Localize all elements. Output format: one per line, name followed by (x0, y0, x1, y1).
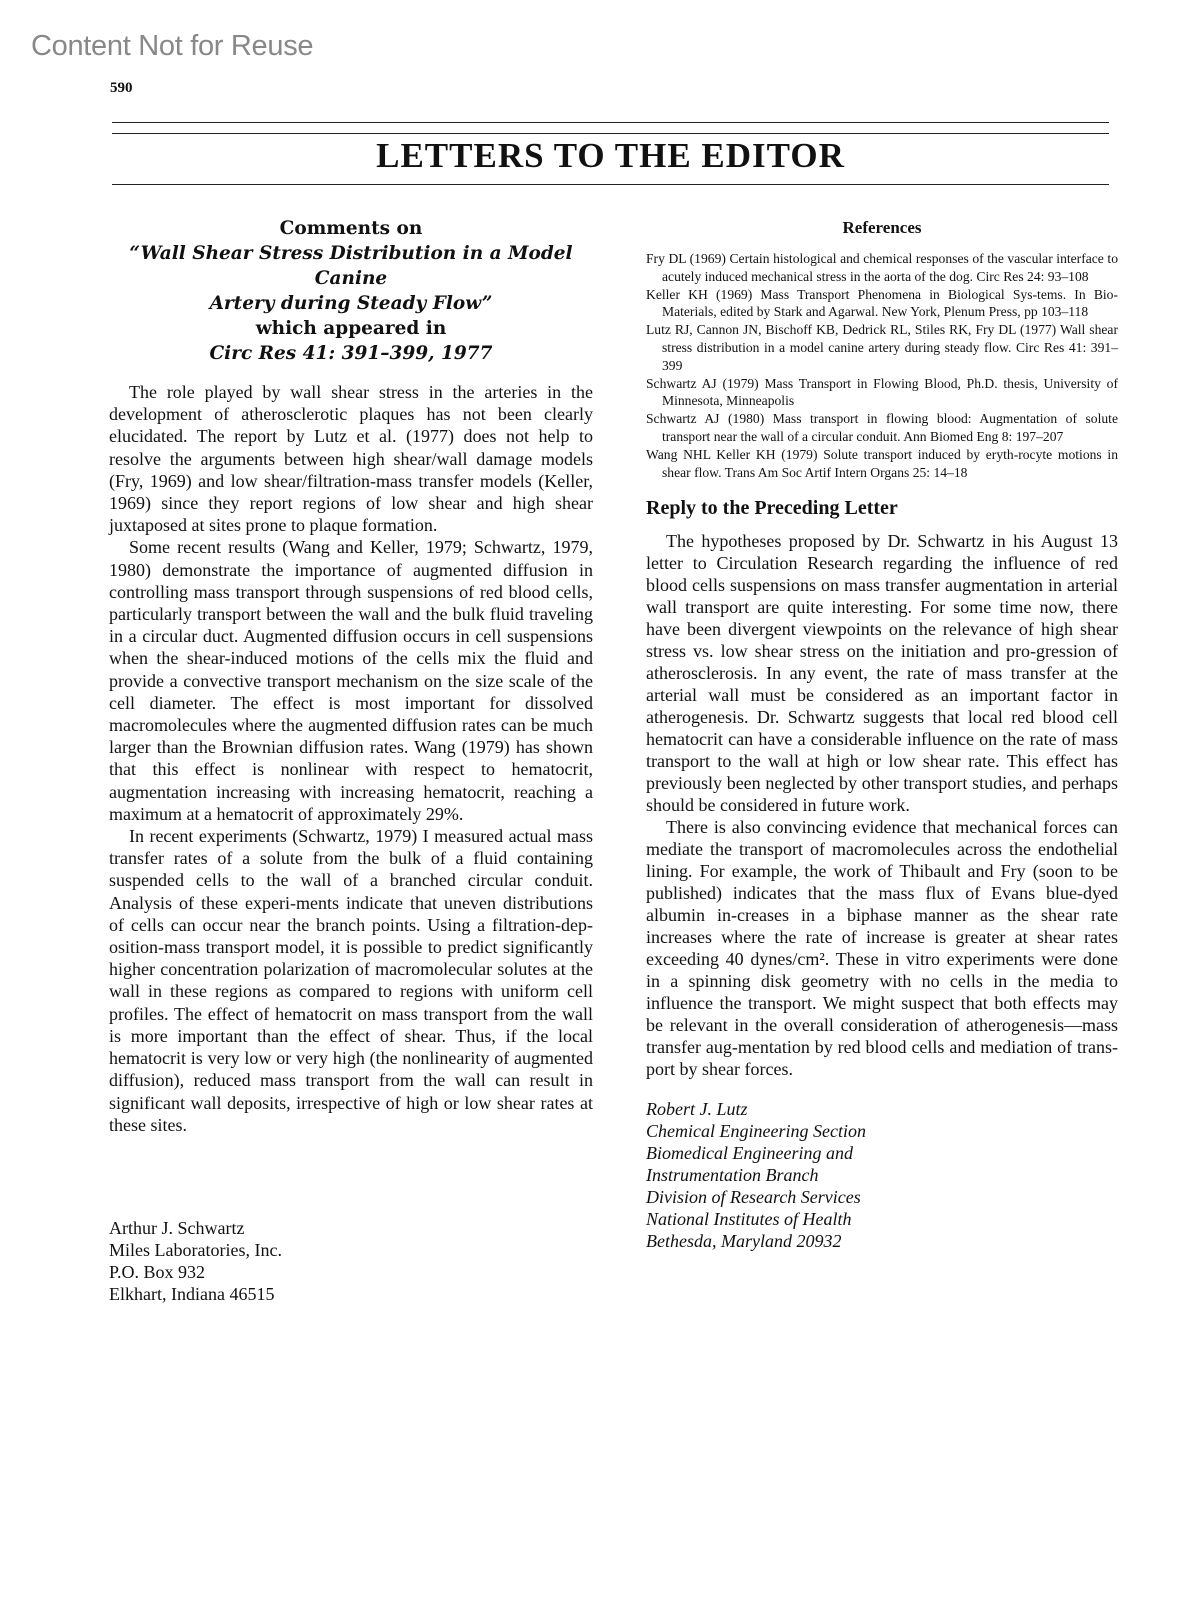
reference-item: Lutz RJ, Cannon JN, Bischoff KB, Dedrick RL, Stiles RK, Fry DL (1977) Wall shear stress distribution in a model canine artery during steady flow. Circ Res 41: 391–399 (646, 322, 1118, 373)
comment-heading-line: Comments on (279, 218, 423, 239)
comment-heading-citation: Circ Res 41: 391–399, 1977 (209, 343, 493, 364)
reply-paragraph: The hypotheses proposed by Dr. Schwartz in his August 13 letter to Circulation Research regarding the influence of red blood cells suspensions on mass transfer augmentation in arterial wall transport are quite interesting. For some time now, there have been divergent viewpoints on the relevance of high shear stress vs. low shear stress on the initiation and pro-gression of atherosclerosis. In any event, the rate of mass transfer at the arterial wall must be considered as an important factor in atherogenesis. Dr. Schwartz suggests that local red blood cell hematocrit can have a considerable influence on the rate of mass transport to the wall at high or low shear rate. This effect has previously been neglected by other transport studies, and perhaps should be considered in future work. (646, 531, 1118, 816)
reference-item: Fry DL (1969) Certain histological and chemical responses of the vascular interface to acutely induced mechanical stress in the aorta of the dog. Circ Res 24: 93–108 (646, 251, 1118, 284)
reply-body (646, 530, 1118, 1080)
page-number: 590 (110, 80, 133, 96)
comment-signature (109, 1217, 593, 1305)
references-title: References (842, 218, 922, 237)
signature-line: Chemical Engineering Section (646, 1121, 866, 1142)
signature-city: Elkhart, Indiana 46515 (109, 1283, 275, 1304)
comment-heading-title: “Wall Shear Stress Distribution in a Model Canine (129, 243, 573, 289)
signature-line: Division of Research Services (646, 1187, 861, 1208)
header-rule-top (112, 122, 1109, 123)
signature-line: Instrumentation Branch (646, 1165, 819, 1186)
comment-heading-title: Artery during Steady Flow” (209, 293, 493, 314)
section-title: LETTERS TO THE EDITOR (376, 136, 845, 175)
signature-name: Arthur J. Schwartz (109, 1217, 245, 1238)
signature-line: National Institutes of Health (646, 1209, 852, 1230)
reference-item: Wang NHL Keller KH (1979) Solute transport induced by eryth-rocyte motions in shear flow. Trans Am Soc Artif Intern Organs 25: 14–18 (646, 446, 1118, 480)
signature-line: Bethesda, Maryland 20932 (646, 1231, 842, 1252)
comment-body (109, 381, 593, 1136)
signature-org: Miles Laboratories, Inc. (109, 1239, 282, 1260)
header-rule-second (112, 133, 1109, 134)
signature-line: Robert J. Lutz (646, 1099, 748, 1120)
comment-paragraph: The role played by wall shear stress in the arteries in the development of atherosclerotic plaques has not been clearly elucidated. The report by Lutz et al. (1977) does not help to resolve the arguments between high shear/wall damage models (Fry, 1969) and low shear/filtration-mass transfer models (Keller, 1969) since they report regions of low shear and high shear juxtaposed at sites prone to plaque formation. (109, 382, 593, 536)
reply-title: Reply to the Preceding Letter (646, 497, 898, 520)
left-column (109, 216, 593, 1305)
signature-line: Biomedical Engineering and (646, 1143, 853, 1164)
comment-heading (109, 216, 593, 366)
watermark: Content Not for Reuse (31, 30, 314, 62)
comment-paragraph: In recent experiments (Schwartz, 1979) I measured actual mass transfer rates of a solute from the bulk of a fluid containing suspended cells to the wall of a branched circular conduit. Analysis of these experi-ments indicate that uneven distributions of cells can occur near the branch points. Using a filtration-dep-osition-mass transport model, it is possible to predict significantly higher concentration polarization of macromolecular solutes at the wall in these regions as compared to regions with uniform cell profiles. The effect of hematocrit on mass transport from the wall is more important than the effect of shear. Thus, if the local hematocrit is very low or very high (the nonlinearity of augmented diffusion), reduced mass transport from the wall can result in significant wall deposits, irrespective of high or low shear rates at these sites. (109, 826, 593, 1135)
reference-item: Schwartz AJ (1979) Mass Transport in Flowing Blood, Ph.D. thesis, University of Minnesota, Minneapolis (646, 375, 1118, 409)
references-list (646, 250, 1118, 481)
reply-paragraph: There is also convincing evidence that mechanical forces can mediate the transport of macromolecules across the endothelial lining. For example, the work of Thibault and Fry (soon to be published) indicates that the mass flux of Evans blue-dyed albumin in-creases in a biphase manner as the shear rate increases where the rate of increase is greater at shear rates exceeding 40 dynes/cm². These in vitro experiments were done in a spinning disk geometry with no cells in the media to influence the transport. We might suspect that both effects may be relevant in the overall consideration of atherogenesis—mass transfer aug-mentation by red blood cells and mediation of trans-port by shear forces. (646, 817, 1118, 1080)
comment-paragraph: Some recent results (Wang and Keller, 1979; Schwartz, 1979, 1980) demonstrate the importance of augmented diffusion in controlling mass transport through suspensions of red blood cells, particularly transport between the wall and the bulk fluid traveling in a circular duct. Augmented diffusion occurs in cell suspensions when the shear-induced motions of the cells mix the fluid and provide a convective transport mechanism on the size scale of the cell diameter. The effect is most important for dissolved macromolecules where the augmented diffusion rates can be much larger than the Brownian diffusion rates. Wang (1979) has shown that this effect is nonlinear with respect to hematocrit, augmentation increasing with increasing hematocrit, reaching a maximum at a hematocrit of approximately 29%. (109, 537, 593, 824)
right-column (646, 216, 1118, 1252)
header-rule-bottom (112, 184, 1109, 185)
reference-item: Keller KH (1969) Mass Transport Phenomena in Biological Sys-tems. In Bio-Materials, edited by Stark and Agarwal. New York, Plenum Press, pp 103–118 (646, 286, 1118, 320)
comment-heading-line: which appeared in (255, 318, 447, 339)
signature-box: P.O. Box 932 (109, 1261, 206, 1282)
reference-item: Schwartz AJ (1980) Mass transport in flowing blood: Augmentation of solute transport near the wall of a circular conduit. Ann Biomed Eng 8: 197–207 (646, 411, 1118, 444)
reply-signature (646, 1098, 1118, 1252)
